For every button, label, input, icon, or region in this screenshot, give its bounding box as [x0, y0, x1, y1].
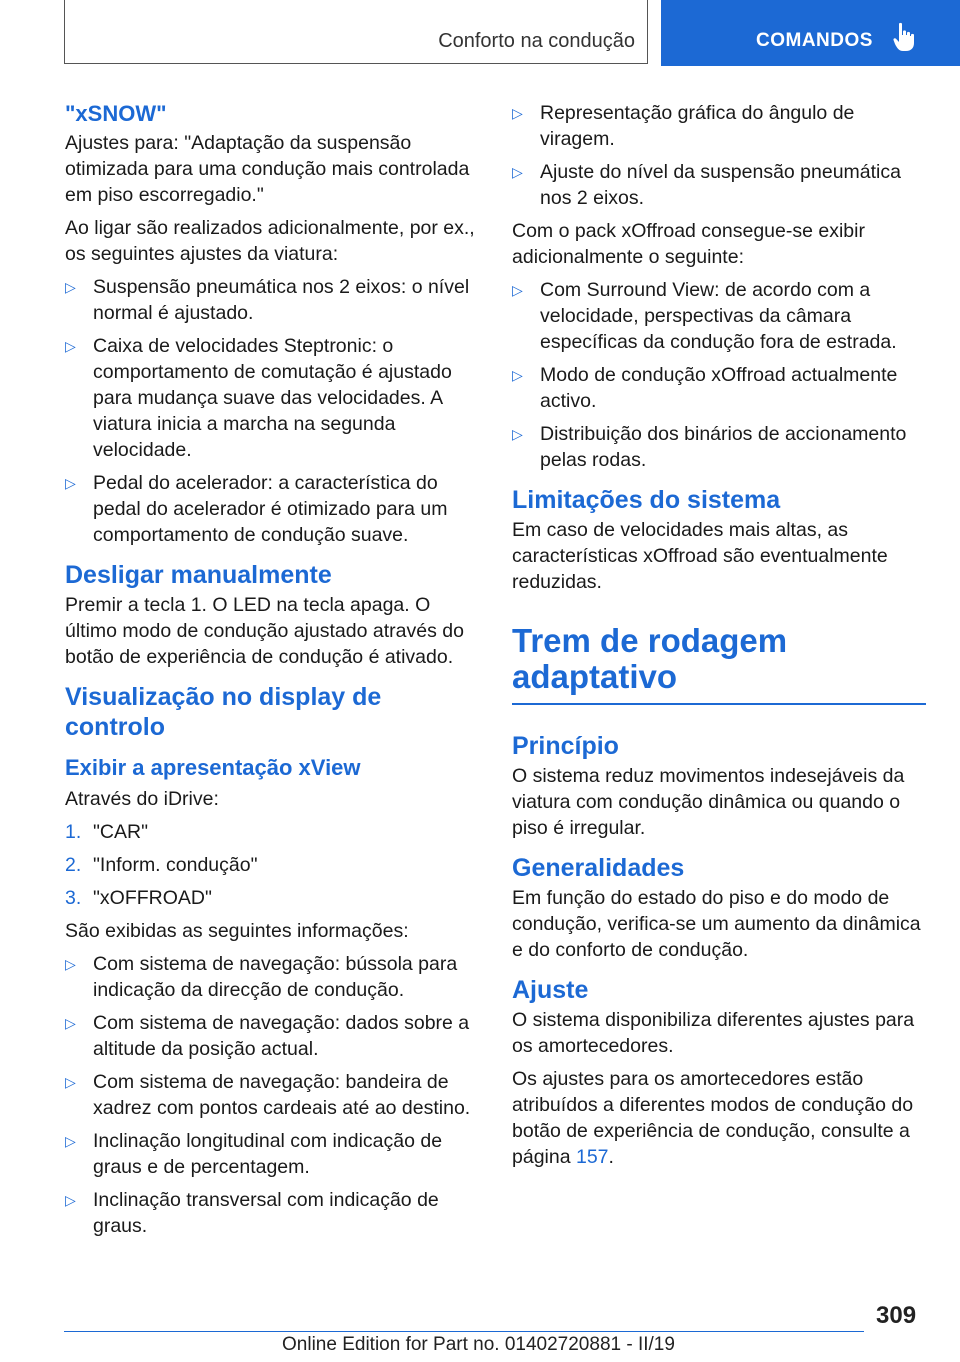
page-link[interactable]: 157 [575, 1146, 609, 1168]
list-item: ▷ Suspensão pneumática nos 2 eixos: o nível normal é ajustado. [65, 274, 479, 326]
list-item: ▷ Representação gráfica do ângulo de viragem. [512, 100, 926, 152]
paragraph-atraves: Através do iDrive: [65, 788, 219, 810]
footer-divider [64, 1331, 864, 1332]
right-column [512, 100, 926, 1177]
section-title-box [64, 0, 648, 64]
page-number: 309 [876, 1302, 917, 1329]
paragraph-limitacoes: Em caso de velocidades mais altas, as características xOffroad são eventualmente reduzidas. [512, 519, 888, 593]
step-number: 3. [65, 887, 82, 909]
list-item: ▷ Com sistema de navegação: bandeira de xadrez com pontos cardeais até ao destino. [65, 1069, 479, 1121]
step-number: 2. [65, 854, 82, 876]
list-item: ▷ Pedal do acelerador: a característica do pedal do acelerador é otimizado para um comportamento de condução suave. [65, 470, 479, 548]
step-item [65, 819, 479, 845]
step-text: "Inform. condução" [93, 854, 258, 876]
list-item: ▷ Inclinação longitudinal com indicação de graus e de percentagem. [65, 1128, 479, 1180]
paragraph-pack: Com o pack xOffroad consegue-se exibir adicionalmente o seguinte: [512, 220, 865, 268]
paragraph-ajuste-1: O sistema disponibiliza diferentes ajustes para os amortecedores. [512, 1009, 915, 1057]
chapter-tab[interactable] [661, 0, 960, 66]
step-item [65, 852, 479, 878]
heading-ajuste: Ajuste [512, 976, 589, 1004]
list-item: ▷ Ajuste do nível da suspensão pneumática nos 2 eixos. [512, 159, 926, 211]
list-item: ▷ Com sistema de navegação: dados sobre a altitude da posição actual. [65, 1010, 479, 1062]
ajuste-text-end: . [608, 1146, 614, 1168]
paragraph-generalidades: Em função do estado do piso e do modo de condução, verifica-se um aumento da dinâmica e do conforto de condução. [512, 887, 921, 961]
bullet-list-informacoes [65, 951, 479, 1239]
list-item: ▷ Com sistema de navegação: bússola para indicação da direcção de condução. [65, 951, 479, 1003]
list-item: ▷ Com Surround View: de acordo com a velocidade, perspectivas da câmara específicas da condução fora de estrada. [512, 277, 926, 355]
step-item [65, 885, 479, 911]
ajuste-text: Os ajustes para os amortecedores estão atribuídos a diferentes modos de condução do botão de experiência de condução, consulte a página [512, 1068, 914, 1168]
heading-exibir-xview: Exibir a apresentação xView [65, 755, 361, 780]
step-text: "xOFFROAD" [93, 887, 212, 909]
step-text: "CAR" [93, 821, 149, 843]
list-item: ▷ Inclinação transversal com indicação de graus. [65, 1187, 479, 1239]
list-item: ▷ Distribuição dos binários de accionamento pelas rodas. [512, 421, 926, 473]
heading-trem-de-rodagem: Trem de rodagem adaptativo [512, 623, 926, 705]
heading-principio: Princípio [512, 732, 619, 760]
heading-desligar: Desligar manualmente [65, 561, 332, 589]
paragraph-ajuste-2 [512, 1066, 926, 1170]
bullet-list-xoffroad [512, 277, 926, 473]
step-list [65, 819, 479, 911]
list-item: ▷ Modo de condução xOffroad actualmente activo. [512, 362, 926, 414]
left-column [65, 100, 479, 1246]
bullet-list-ajustes [65, 274, 479, 548]
paragraph-desligar: Premir a tecla 1. O LED na tecla apaga. O último modo de condução ajustado através do botão de experiência de condução é ativado. [65, 594, 464, 668]
paragraph-ligar: Ao ligar são realizados adicionalmente, por ex., os seguintes ajustes da viatura: [65, 217, 475, 265]
paragraph-principio: O sistema reduz movimentos indesejáveis da viatura com condução dinâmica ou quando o piso é irregular. [512, 765, 905, 839]
heading-visualizacao: Visualização no display de controlo [65, 683, 382, 741]
paragraph-exibidas: São exibidas as seguintes informações: [65, 920, 409, 942]
heading-xsnow: "xSNOW" [65, 101, 167, 126]
footer-edition: Online Edition for Part no. 01402720881 - II/19 [282, 1334, 675, 1355]
paragraph-xsnow: Ajustes para: "Adaptação da suspensão otimizada para uma condução mais controlada em piso escorregadio." [65, 132, 470, 206]
heading-generalidades: Generalidades [512, 854, 685, 882]
section-title: Conforto na condução [438, 30, 635, 52]
bullet-list-continued [512, 100, 926, 211]
hand-pointer-icon [893, 22, 915, 52]
page-header [64, 0, 960, 66]
heading-limitacoes: Limitações do sistema [512, 486, 781, 514]
list-item: ▷ Caixa de velocidades Steptronic: o comportamento de comutação é ajustado para mudança suave das velocidades. A viatura inicia a marcha na segunda velocidade. [65, 333, 479, 463]
step-number: 1. [65, 821, 82, 843]
chapter-tab-label: COMANDOS [756, 30, 873, 51]
